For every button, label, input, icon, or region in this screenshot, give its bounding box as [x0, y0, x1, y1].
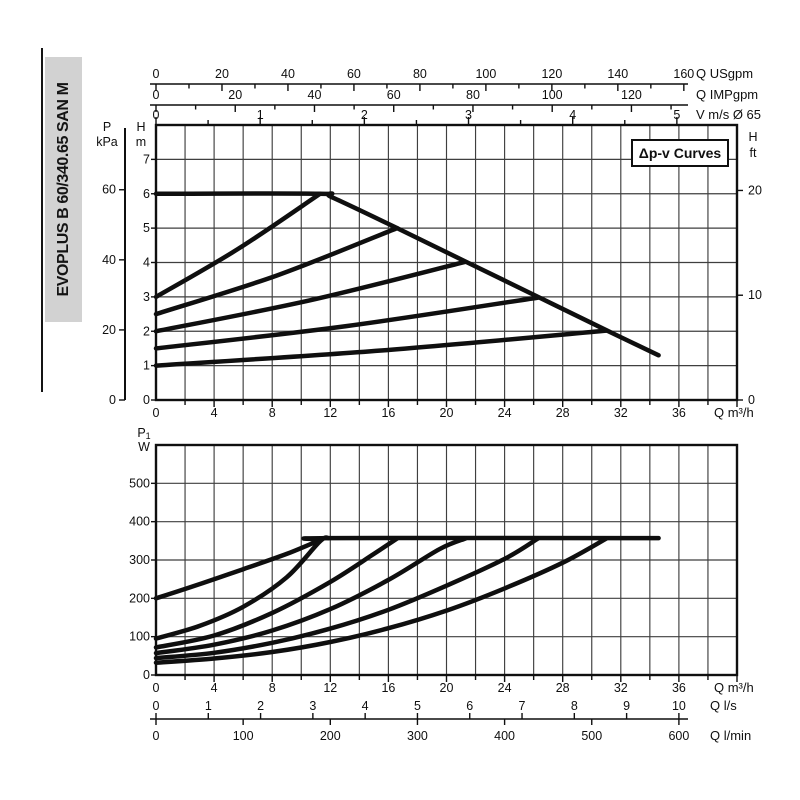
- tick-label: 60: [102, 182, 116, 197]
- tick-label: 0: [152, 681, 160, 695]
- tick-label: 32: [613, 681, 628, 695]
- head-chart-pressure-axis: [96, 120, 125, 407]
- tick-label: 5: [143, 221, 150, 236]
- tick-label: 300: [407, 729, 428, 743]
- tick-label: 20: [748, 183, 762, 198]
- dpv-curves-annotation-label: Δp-v Curves: [638, 145, 722, 161]
- x-axis-unit: Q m³/h: [714, 680, 754, 695]
- power-chart-left-axis: [129, 426, 156, 682]
- tick-label: 200: [129, 591, 150, 606]
- tick-label: 0: [152, 729, 160, 743]
- tick-label: 16: [381, 406, 396, 420]
- tick-label: 140: [607, 67, 629, 81]
- tick-label: 100: [129, 629, 150, 644]
- tick-label: 160: [673, 67, 695, 81]
- tick-label: 8: [268, 681, 276, 695]
- tick-label: 0: [152, 406, 160, 420]
- x-axis-unit: Q m³/h: [714, 405, 754, 420]
- tick-label: 0: [152, 108, 160, 122]
- power-axis-unit: W: [138, 440, 150, 454]
- tick-label: 20: [439, 406, 454, 420]
- tick-label: 3: [143, 289, 150, 304]
- tick-label: 100: [232, 729, 254, 743]
- head-chart-top-scales: [150, 66, 761, 125]
- power-chart-flow-scales: [150, 698, 751, 743]
- tick-label: 10: [748, 288, 762, 303]
- tick-label: 40: [281, 67, 295, 81]
- tick-label: 1: [256, 108, 264, 122]
- tick-label: 5: [413, 699, 421, 713]
- tick-label: 36: [671, 681, 686, 695]
- tick-label: 100: [541, 88, 563, 102]
- tick-label: 60: [346, 67, 361, 81]
- tick-label: 4: [361, 699, 369, 713]
- tick-label: 20: [439, 681, 454, 695]
- tick-label: 4: [569, 108, 577, 122]
- head-chart-right-axis: [737, 130, 762, 407]
- top-scale-unit: V m/s Ø 65: [696, 107, 762, 122]
- tick-label: 0: [152, 67, 160, 81]
- tick-label: 8: [268, 406, 276, 420]
- tick-label: 2: [360, 108, 368, 122]
- tick-label: 20: [228, 88, 243, 102]
- tick-label: 0: [152, 88, 160, 102]
- flow-scale-unit: Q l/s: [710, 698, 737, 713]
- y-axis-unit: m: [135, 135, 147, 149]
- tick-label: 120: [541, 67, 563, 81]
- top-scale-unit: Q USgpm: [696, 66, 754, 81]
- tick-label: 200: [319, 729, 341, 743]
- model-name-label: EVOPLUS B 60/340.65 SAN M: [55, 82, 72, 297]
- power-chart-x-axis: [153, 675, 754, 695]
- head-chart-series: [156, 194, 659, 366]
- tick-label: 28: [555, 406, 570, 420]
- power-chart-series: [156, 537, 659, 662]
- right-axis-unit: ft: [749, 146, 757, 160]
- tick-label: 3: [465, 108, 472, 122]
- dpv-curves-annotation-box: [631, 139, 729, 167]
- curve-dpv-setpoint-2m: [156, 331, 606, 366]
- tick-label: 500: [129, 476, 150, 491]
- tick-label: 0: [152, 699, 160, 713]
- tick-label: 8: [570, 699, 578, 713]
- tick-label: 6: [466, 699, 474, 713]
- head-chart-left-axis: [136, 120, 156, 407]
- tick-label: 120: [621, 88, 642, 102]
- pressure-axis-unit: kPa: [96, 135, 118, 149]
- tick-label: 9: [623, 699, 631, 713]
- head-chart-x-axis: [153, 400, 754, 420]
- tick-label: 36: [671, 406, 686, 420]
- tick-label: 10: [671, 699, 686, 713]
- top-scale-unit: Q IMPgpm: [696, 87, 759, 102]
- tick-label: 80: [412, 67, 427, 81]
- tick-label: 2: [257, 699, 265, 713]
- tick-label: 400: [494, 729, 516, 743]
- tick-label: 6: [143, 186, 150, 201]
- tick-label: 400: [129, 514, 150, 529]
- tick-label: 0: [143, 668, 150, 682]
- curve-dpv-setpoint-5m: [156, 228, 397, 314]
- tick-label: 7: [518, 699, 526, 713]
- tick-label: 4: [210, 681, 218, 695]
- tick-label: 24: [497, 406, 512, 420]
- tick-label: 32: [613, 406, 628, 420]
- tick-label: 4: [210, 406, 218, 420]
- tick-label: 5: [673, 108, 681, 122]
- curve-dpv-setpoint-6m: [156, 194, 320, 297]
- tick-label: 2: [143, 324, 150, 339]
- flow-scale-unit: Q l/min: [710, 728, 752, 743]
- tick-label: 7: [143, 152, 150, 167]
- tick-label: 20: [215, 67, 229, 81]
- tick-label: 28: [555, 681, 570, 695]
- tick-label: 40: [307, 88, 322, 102]
- y-axis-unit: H: [136, 120, 146, 134]
- right-axis-unit: H: [748, 130, 758, 144]
- tick-label: 0: [748, 393, 755, 407]
- tick-label: 100: [475, 67, 497, 81]
- tick-label: 300: [129, 553, 150, 567]
- tick-label: 80: [466, 88, 480, 102]
- tick-label: 1: [204, 699, 212, 713]
- tick-label: 500: [581, 729, 603, 743]
- tick-label: 12: [323, 681, 338, 695]
- tick-label: 0: [143, 393, 150, 407]
- tick-label: 60: [386, 88, 401, 102]
- tick-label: 600: [668, 729, 690, 743]
- tick-label: 4: [143, 255, 150, 270]
- tick-label: 16: [381, 681, 396, 695]
- tick-label: 12: [323, 406, 338, 420]
- tick-label: 3: [309, 699, 317, 713]
- tick-label: 40: [102, 252, 116, 267]
- power-axis-unit: P1: [137, 426, 151, 441]
- pressure-axis-unit: P: [102, 120, 112, 134]
- tick-label: 20: [102, 322, 116, 337]
- tick-label: 24: [497, 681, 512, 695]
- tick-label: 1: [143, 358, 150, 373]
- tick-label: 0: [109, 393, 116, 407]
